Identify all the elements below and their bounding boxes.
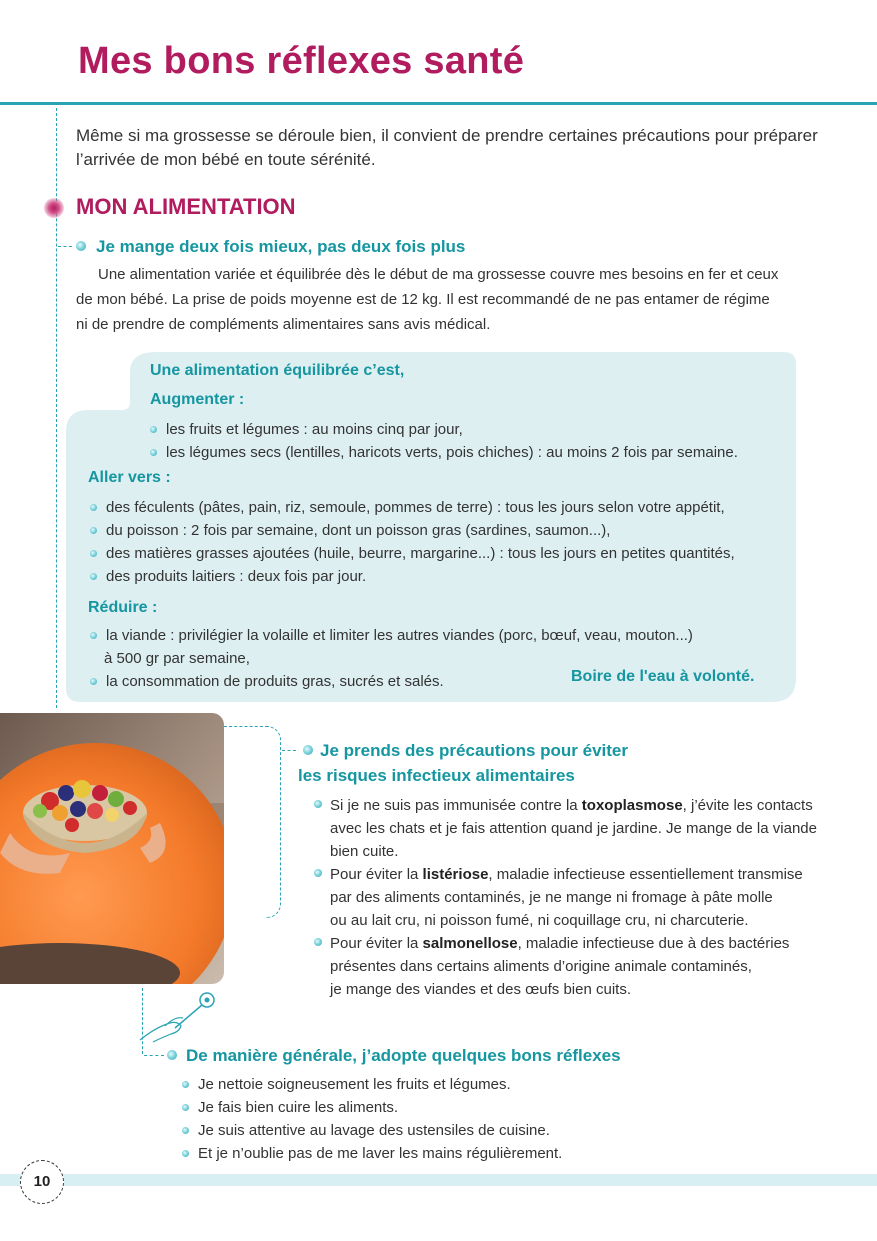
item-text: , maladie infectieuse essentiellement transmise (488, 866, 803, 883)
water-note: Boire de l'eau à volonté. (571, 668, 755, 685)
pregnant-woman-fruit-photo (0, 713, 224, 984)
list-item (314, 794, 854, 863)
list-item: Je suis attentive au lavage des ustensiles de cuisine. (182, 1119, 562, 1142)
guide-line (142, 988, 143, 1054)
block3-heading: De manière générale, j’adopte quelques bons réflexes (186, 1046, 621, 1065)
bullet-icon (167, 1050, 177, 1060)
keyword: toxoplasmose (581, 797, 683, 814)
list-item (314, 863, 854, 932)
hand-drawing-icon (135, 990, 225, 1050)
item-text: Pour éviter la (330, 866, 423, 883)
block1-line: Une alimentation variée et équilibrée dès le début de ma grossesse couvre mes besoins en fer et ceux (98, 266, 779, 283)
list-item: la consommation de produits gras, sucrés et salés. (90, 670, 693, 693)
connector (144, 1055, 164, 1056)
list-item: les légumes secs (lentilles, haricots verts, pois chiches) : au moins 2 fois par semaine. (150, 441, 738, 464)
augmenter-list (150, 418, 738, 464)
block2-heading-line2: les risques infectieux alimentaires (298, 766, 575, 785)
section-title: MON ALIMENTATION (76, 194, 296, 219)
connector (58, 246, 72, 247)
list-item: les fruits et légumes : au moins cinq par jour, (150, 418, 738, 441)
bullet-icon (314, 938, 322, 946)
list-item: Je nettoie soigneusement les fruits et légumes. (182, 1073, 562, 1096)
augmenter-label: Augmenter : (150, 391, 245, 408)
list-item: des matières grasses ajoutées (huile, beurre, margarine...) : tous les jours en petites quantités, (90, 542, 735, 565)
item-text: bien cuite. (330, 843, 399, 860)
keyword: listériose (422, 866, 489, 883)
intro-text: Même si ma grossesse se déroule bien, il convient de prendre certaines précautions pour préparer l’arrivée de mon bébé en toute sérénité. (76, 126, 818, 169)
aller-label: Aller vers : (88, 469, 171, 486)
bullet-icon (76, 241, 86, 251)
item-text: je mange des viandes et des œufs bien cuits. (330, 981, 631, 998)
list-item (314, 932, 854, 1001)
list-item-continuation: à 500 gr par semaine, (104, 650, 250, 667)
connector (282, 750, 296, 751)
list-item (90, 647, 693, 670)
list-item: des produits laitiers : deux fois par jour. (90, 565, 735, 588)
block1-line: ni de prendre de compléments alimentaires sans avis médical. (76, 316, 491, 333)
list-item: la viande : privilégier la volaille et limiter les autres viandes (porc, bœuf, veau, mouton...) (90, 624, 693, 647)
item-text: avec les chats et je fais attention quand je jardine. Je mange de la viande (330, 820, 817, 837)
page-number: 10 (20, 1160, 64, 1204)
list-item: du poisson : 2 fois par semaine, dont un poisson gras (sardines, saumon...), (90, 519, 735, 542)
keyword: salmonellose (422, 935, 518, 952)
photo-illustration (0, 713, 224, 984)
item-text: Si je ne suis pas immunisée contre la (330, 797, 582, 814)
box-heading: Une alimentation équilibrée c’est, (150, 362, 405, 379)
block1-line: de mon bébé. La prise de poids moyenne est de 12 kg. Il est recommandé de ne pas entamer de régime (76, 291, 770, 308)
title-rule (0, 102, 877, 105)
reduire-label: Réduire : (88, 599, 158, 616)
connector (224, 726, 268, 727)
item-text: Pour éviter la (330, 935, 423, 952)
list-item: Je fais bien cuire les aliments. (182, 1096, 562, 1119)
list-item: des féculents (pâtes, pain, riz, semoule, pommes de terre) : tous les jours selon votre appétit, (90, 496, 735, 519)
reflexes-list (182, 1073, 562, 1165)
item-text: présentes dans certains aliments d’origine animale contaminés, (330, 958, 752, 975)
bullet-icon (314, 800, 322, 808)
footer-bar (0, 1174, 877, 1186)
item-text: , maladie infectieuse due à des bactéries (517, 935, 790, 952)
list-item: Et je n’oublie pas de me laver les mains régulièrement. (182, 1142, 562, 1165)
aller-list (90, 496, 735, 588)
block1-heading: Je mange deux fois mieux, pas deux fois plus (96, 237, 466, 256)
page-title: Mes bons réflexes santé (78, 40, 525, 82)
photo-frame-connector (266, 726, 281, 918)
block2-heading-line1: Je prends des précautions pour éviter (320, 741, 628, 760)
item-text: par des aliments contaminés, je ne mange ni fromage à pâte molle (330, 889, 773, 906)
item-text: , j’évite les contacts (682, 797, 813, 814)
bullet-icon (303, 745, 313, 755)
item-text: ou au lait cru, ni poisson fumé, ni coquillage cru, ni charcuterie. (330, 912, 749, 929)
precautions-list (314, 794, 854, 1001)
bullet-icon (314, 869, 322, 877)
section-dot-icon (44, 198, 64, 218)
